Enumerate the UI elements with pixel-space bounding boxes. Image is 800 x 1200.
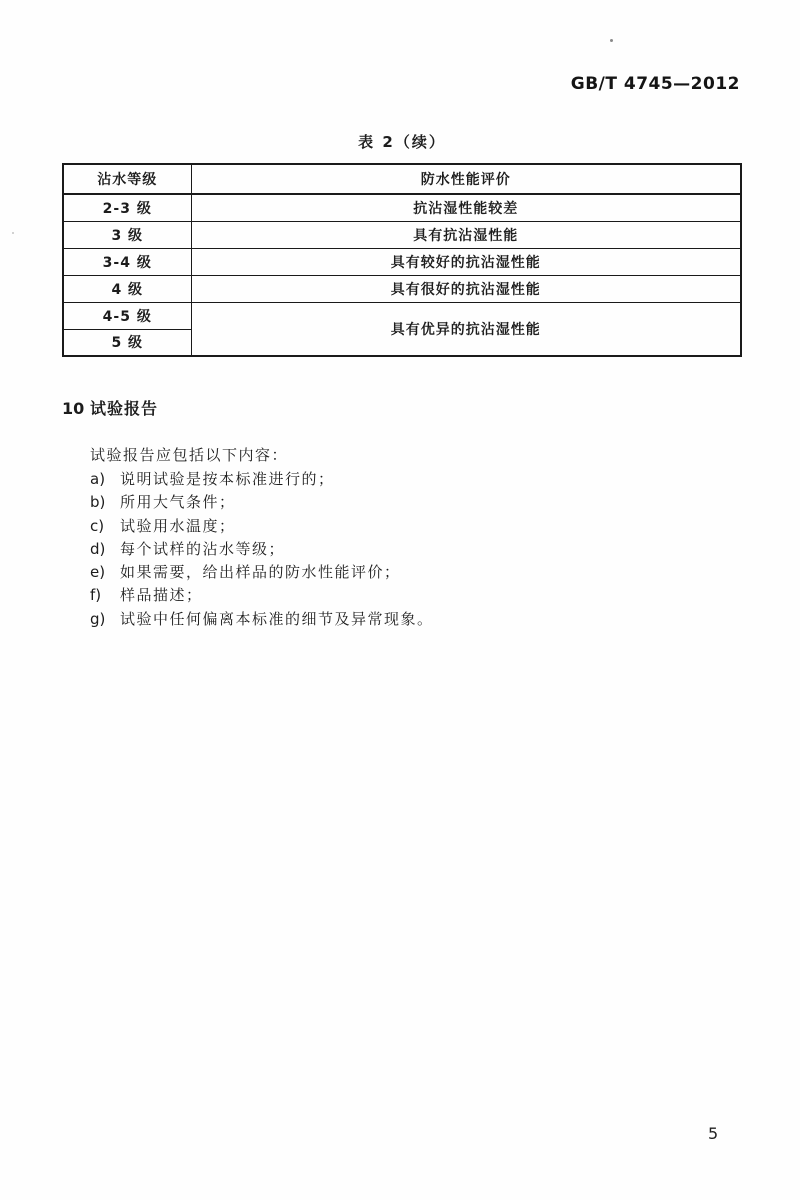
grade-cell: 4 级	[63, 275, 191, 302]
table-row	[63, 248, 741, 275]
water-repellency-rating-table	[62, 163, 742, 357]
table-row	[63, 302, 741, 329]
evaluation-cell: 具有抗沾湿性能	[191, 221, 741, 248]
list-item-marker: e)	[90, 563, 106, 582]
scan-speck	[610, 39, 613, 42]
list-item-text: 试验中任何偏离本标准的细节及异常现象。	[120, 609, 434, 628]
section-number: 10	[62, 399, 85, 418]
list-item	[90, 561, 434, 584]
grade-cell: 3 级	[63, 221, 191, 248]
grade-cell: 5 级	[63, 329, 191, 356]
list-item	[90, 608, 434, 631]
list-item-text: 样品描述；	[120, 586, 203, 605]
grade-cell: 4-5 级	[63, 302, 191, 329]
list-item-marker: b)	[90, 493, 106, 512]
list-item-marker: f)	[90, 586, 102, 605]
list-item-text: 如果需要，给出样品的防水性能评价；	[120, 563, 401, 582]
list-item	[90, 468, 434, 491]
report-intro-text: 试验报告应包括以下内容：	[90, 446, 289, 464]
section-heading	[62, 396, 158, 419]
evaluation-cell: 具有很好的抗沾湿性能	[191, 275, 741, 302]
list-item	[90, 491, 434, 514]
list-item	[90, 538, 434, 561]
list-item-marker: c)	[90, 516, 105, 535]
list-item-text: 每个试样的沾水等级；	[120, 539, 286, 558]
table-title: 表 2（续）	[358, 133, 446, 151]
table-row	[63, 221, 741, 248]
report-item-list	[90, 468, 434, 631]
evaluation-cell: 抗沾湿性能较差	[191, 194, 741, 221]
evaluation-cell-merged: 具有优异的抗沾湿性能	[191, 302, 741, 356]
col-header-grade: 沾水等级	[63, 164, 191, 194]
list-item-text: 说明试验是按本标准进行的；	[120, 470, 335, 488]
scan-speck	[12, 232, 14, 234]
grade-cell: 3-4 级	[63, 248, 191, 275]
standard-code-header: GB/T 4745—2012	[570, 74, 740, 94]
grade-cell: 2-3 级	[63, 194, 191, 221]
list-item-text: 试验用水温度；	[120, 516, 236, 535]
evaluation-cell: 具有较好的抗沾湿性能	[191, 248, 741, 275]
list-item-marker: g)	[90, 609, 106, 628]
list-item	[90, 584, 434, 607]
table-header-row	[63, 164, 741, 194]
table-row	[63, 275, 741, 302]
col-header-evaluation: 防水性能评价	[191, 164, 741, 194]
page-number: 5	[708, 1124, 719, 1143]
list-item	[90, 515, 434, 538]
table-row	[63, 194, 741, 221]
section-title: 试验报告	[90, 399, 159, 418]
list-item-marker: a)	[90, 470, 106, 488]
list-item-marker: d)	[90, 539, 106, 558]
list-item-text: 所用大气条件；	[120, 493, 236, 512]
